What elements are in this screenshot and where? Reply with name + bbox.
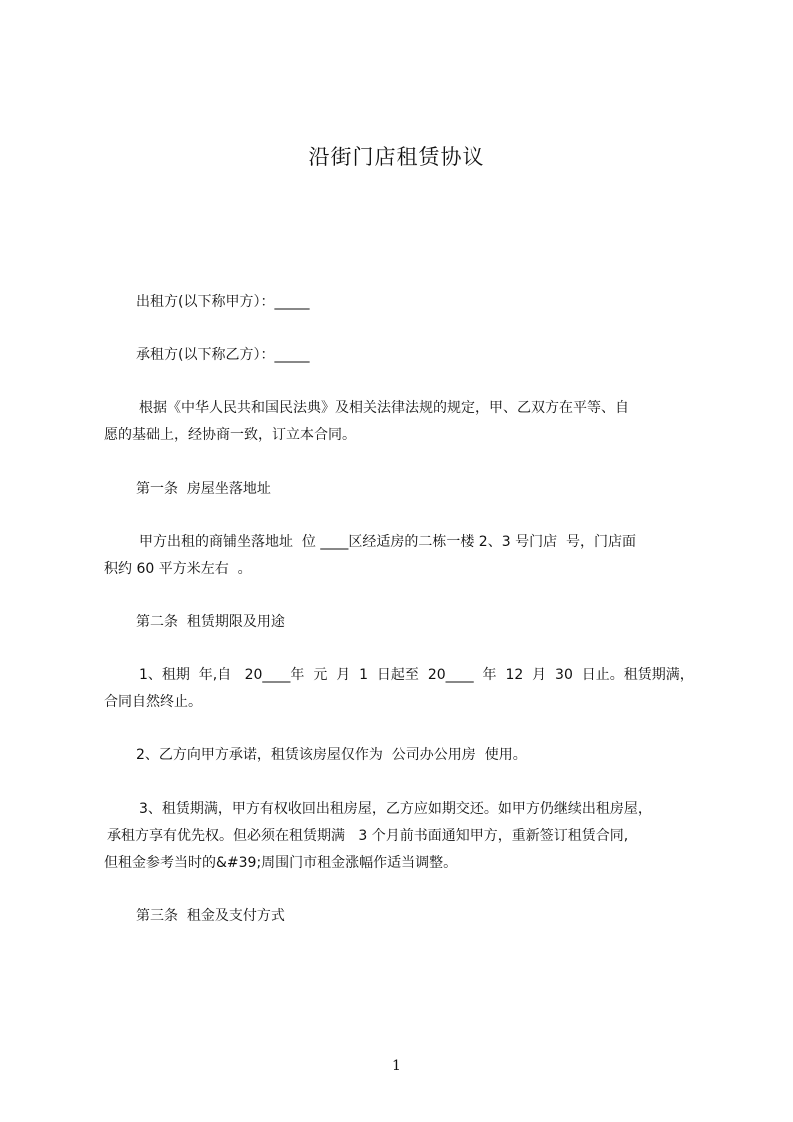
article-2-item-2: 2、乙方向甲方承诺，租赁该房屋仅作为 公司办公用房 使用。 [136, 747, 527, 763]
article-2-item-1-line-1: 1、租期 年,自 20____年 元 月 1 日起至 20____ 年 12 月 30 日止。租赁期满， [139, 667, 694, 683]
article-2-item-3-line-1: 3、租赁期满，甲方有权收回出租房屋，乙方应如期交还。如甲方仍继续出租房屋， [139, 801, 652, 817]
page-number: 1 [392, 1058, 401, 1074]
article-2-heading: 第二条 租赁期限及用途 [136, 614, 285, 630]
article-1-line-1: 甲方出租的商铺坐落地址 位 ____区经适房的二栋一楼 2、3 号门店 号，门店面 [139, 534, 636, 550]
lessee-line: 承租方(以下称乙方）：_____ [136, 347, 310, 363]
preamble-line-1: 根据《中华人民共和国民法典》及相关法律法规的规定，甲、乙双方在平等、自 [139, 400, 629, 416]
document-title: 沿街门店租赁协议 [308, 145, 485, 169]
article-1-line-2: 积约 60 平方米左右 。 [104, 561, 252, 577]
preamble-line-2: 愿的基础上，经协商一致，订立本合同。 [104, 427, 356, 443]
article-1-heading: 第一条 房屋坐落地址 [136, 481, 271, 497]
lessor-line: 出租方(以下称甲方）：_____ [136, 294, 310, 310]
article-2-item-3-line-2: 承租方享有优先权。但必须在租赁期满 3 个月前书面通知甲方，重新签订租赁合同, [107, 828, 629, 844]
article-2-item-1-line-2: 合同自然终止。 [104, 694, 202, 710]
article-3-heading: 第三条 租金及支付方式 [136, 908, 285, 924]
article-2-item-3-line-3: 但租金参考当时的&#39;周围门市租金涨幅作适当调整。 [104, 855, 458, 871]
